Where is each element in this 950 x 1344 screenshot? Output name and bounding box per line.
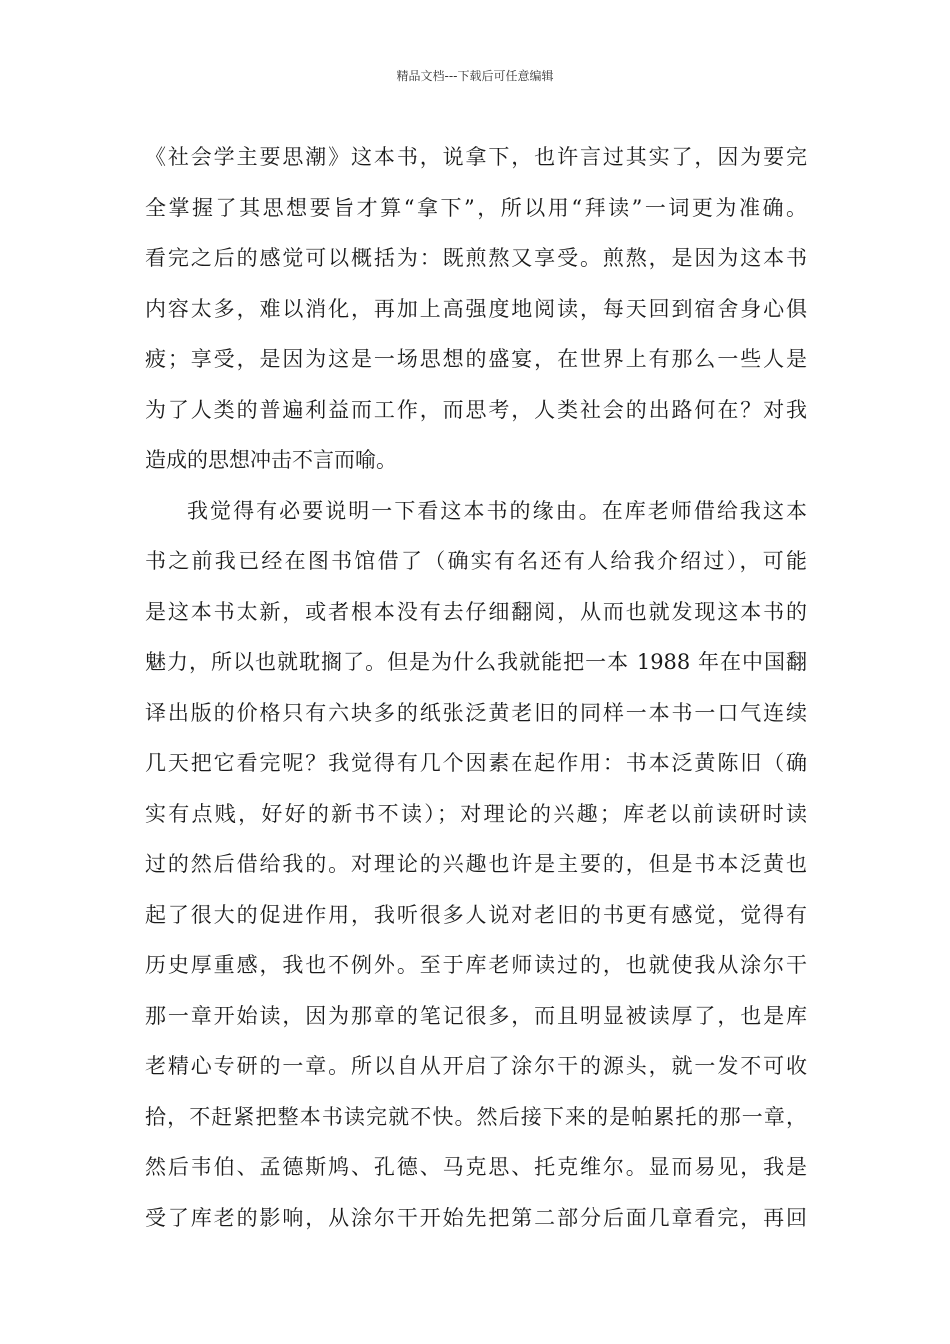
paragraph-line: 起了很大的促进作用，我听很多人说对老旧的书更有感觉，觉得有: [145, 902, 807, 927]
paragraph-line: 全掌握了其思想要旨才算“拿下”，所以用“拜读”一词更为准确。: [145, 195, 807, 220]
paragraph-line: 造成的思想冲击不言而喻。: [145, 448, 397, 472]
paragraph-line: 书之前我已经在图书馆借了（确实有名还有人给我介绍过），可能: [145, 549, 807, 573]
paragraph-line: 实有点贱，好好的新书不读）；对理论的兴趣；库老以前读研时读: [145, 801, 807, 826]
paragraph-line: 《社会学主要思潮》这本书，说拿下，也许言过其实了，因为要完: [145, 145, 807, 169]
page-header: 精品文档---下载后可任意编辑: [396, 69, 554, 83]
paragraph-line: 过的然后借给我的。对理论的兴趣也许是主要的，但是书本泛黄也: [145, 852, 807, 876]
paragraph-line: 为了人类的普遍利益而工作，而思考，人类社会的出路何在？对我: [145, 397, 807, 422]
paragraph-line: 疲；享受，是因为这是一场思想的盛宴，在世界上有那么一些人是: [145, 347, 807, 371]
paragraph-line: 几天把它看完呢？我觉得有几个因素在起作用：书本泛黄陈旧（确: [145, 751, 807, 775]
paragraph-line: 拾，不赶紧把整本书读完就不快。然后接下来的是帕累托的那一章，: [145, 1104, 807, 1129]
paragraph-line: 看完之后的感觉可以概括为：既煎熬又享受。煎熬，是因为这本书: [145, 246, 807, 270]
paragraph-line: 内容太多，难以消化，再加上高强度地阅读，每天回到宿舍身心俱: [145, 296, 807, 321]
paragraph-line: 译出版的价格只有六块多的纸张泛黄老旧的同样一本书一口气连续: [145, 700, 807, 725]
paragraph-line: 我觉得有必要说明一下看这本书的缘由。在库老师借给我这本: [187, 498, 807, 523]
paragraph-line: 是这本书太新，或者根本没有去仔细翻阅，从而也就发现这本书的: [145, 599, 807, 624]
paragraph-line: 历史厚重感，我也不例外。至于库老师读过的，也就使我从涂尔干: [145, 953, 807, 977]
paragraph-line: 魅力，所以也就耽搁了。但是为什么我就能把一本 1988 年在中国翻: [145, 650, 807, 674]
paragraph-line: 受了库老的影响，从涂尔干开始先把第二部分后面几章看完，再回: [145, 1205, 807, 1230]
paragraph-line: 老精心专研的一章。所以自从开启了涂尔干的源头，就一发不可收: [145, 1054, 807, 1078]
paragraph-line: 然后韦伯、孟德斯鸠、孔德、马克思、托克维尔。显而易见，我是: [145, 1155, 807, 1179]
paragraph-line: 那一章开始读，因为那章的笔记很多，而且明显被读厚了，也是库: [145, 1003, 807, 1028]
document-body: [145, 132, 807, 1243]
